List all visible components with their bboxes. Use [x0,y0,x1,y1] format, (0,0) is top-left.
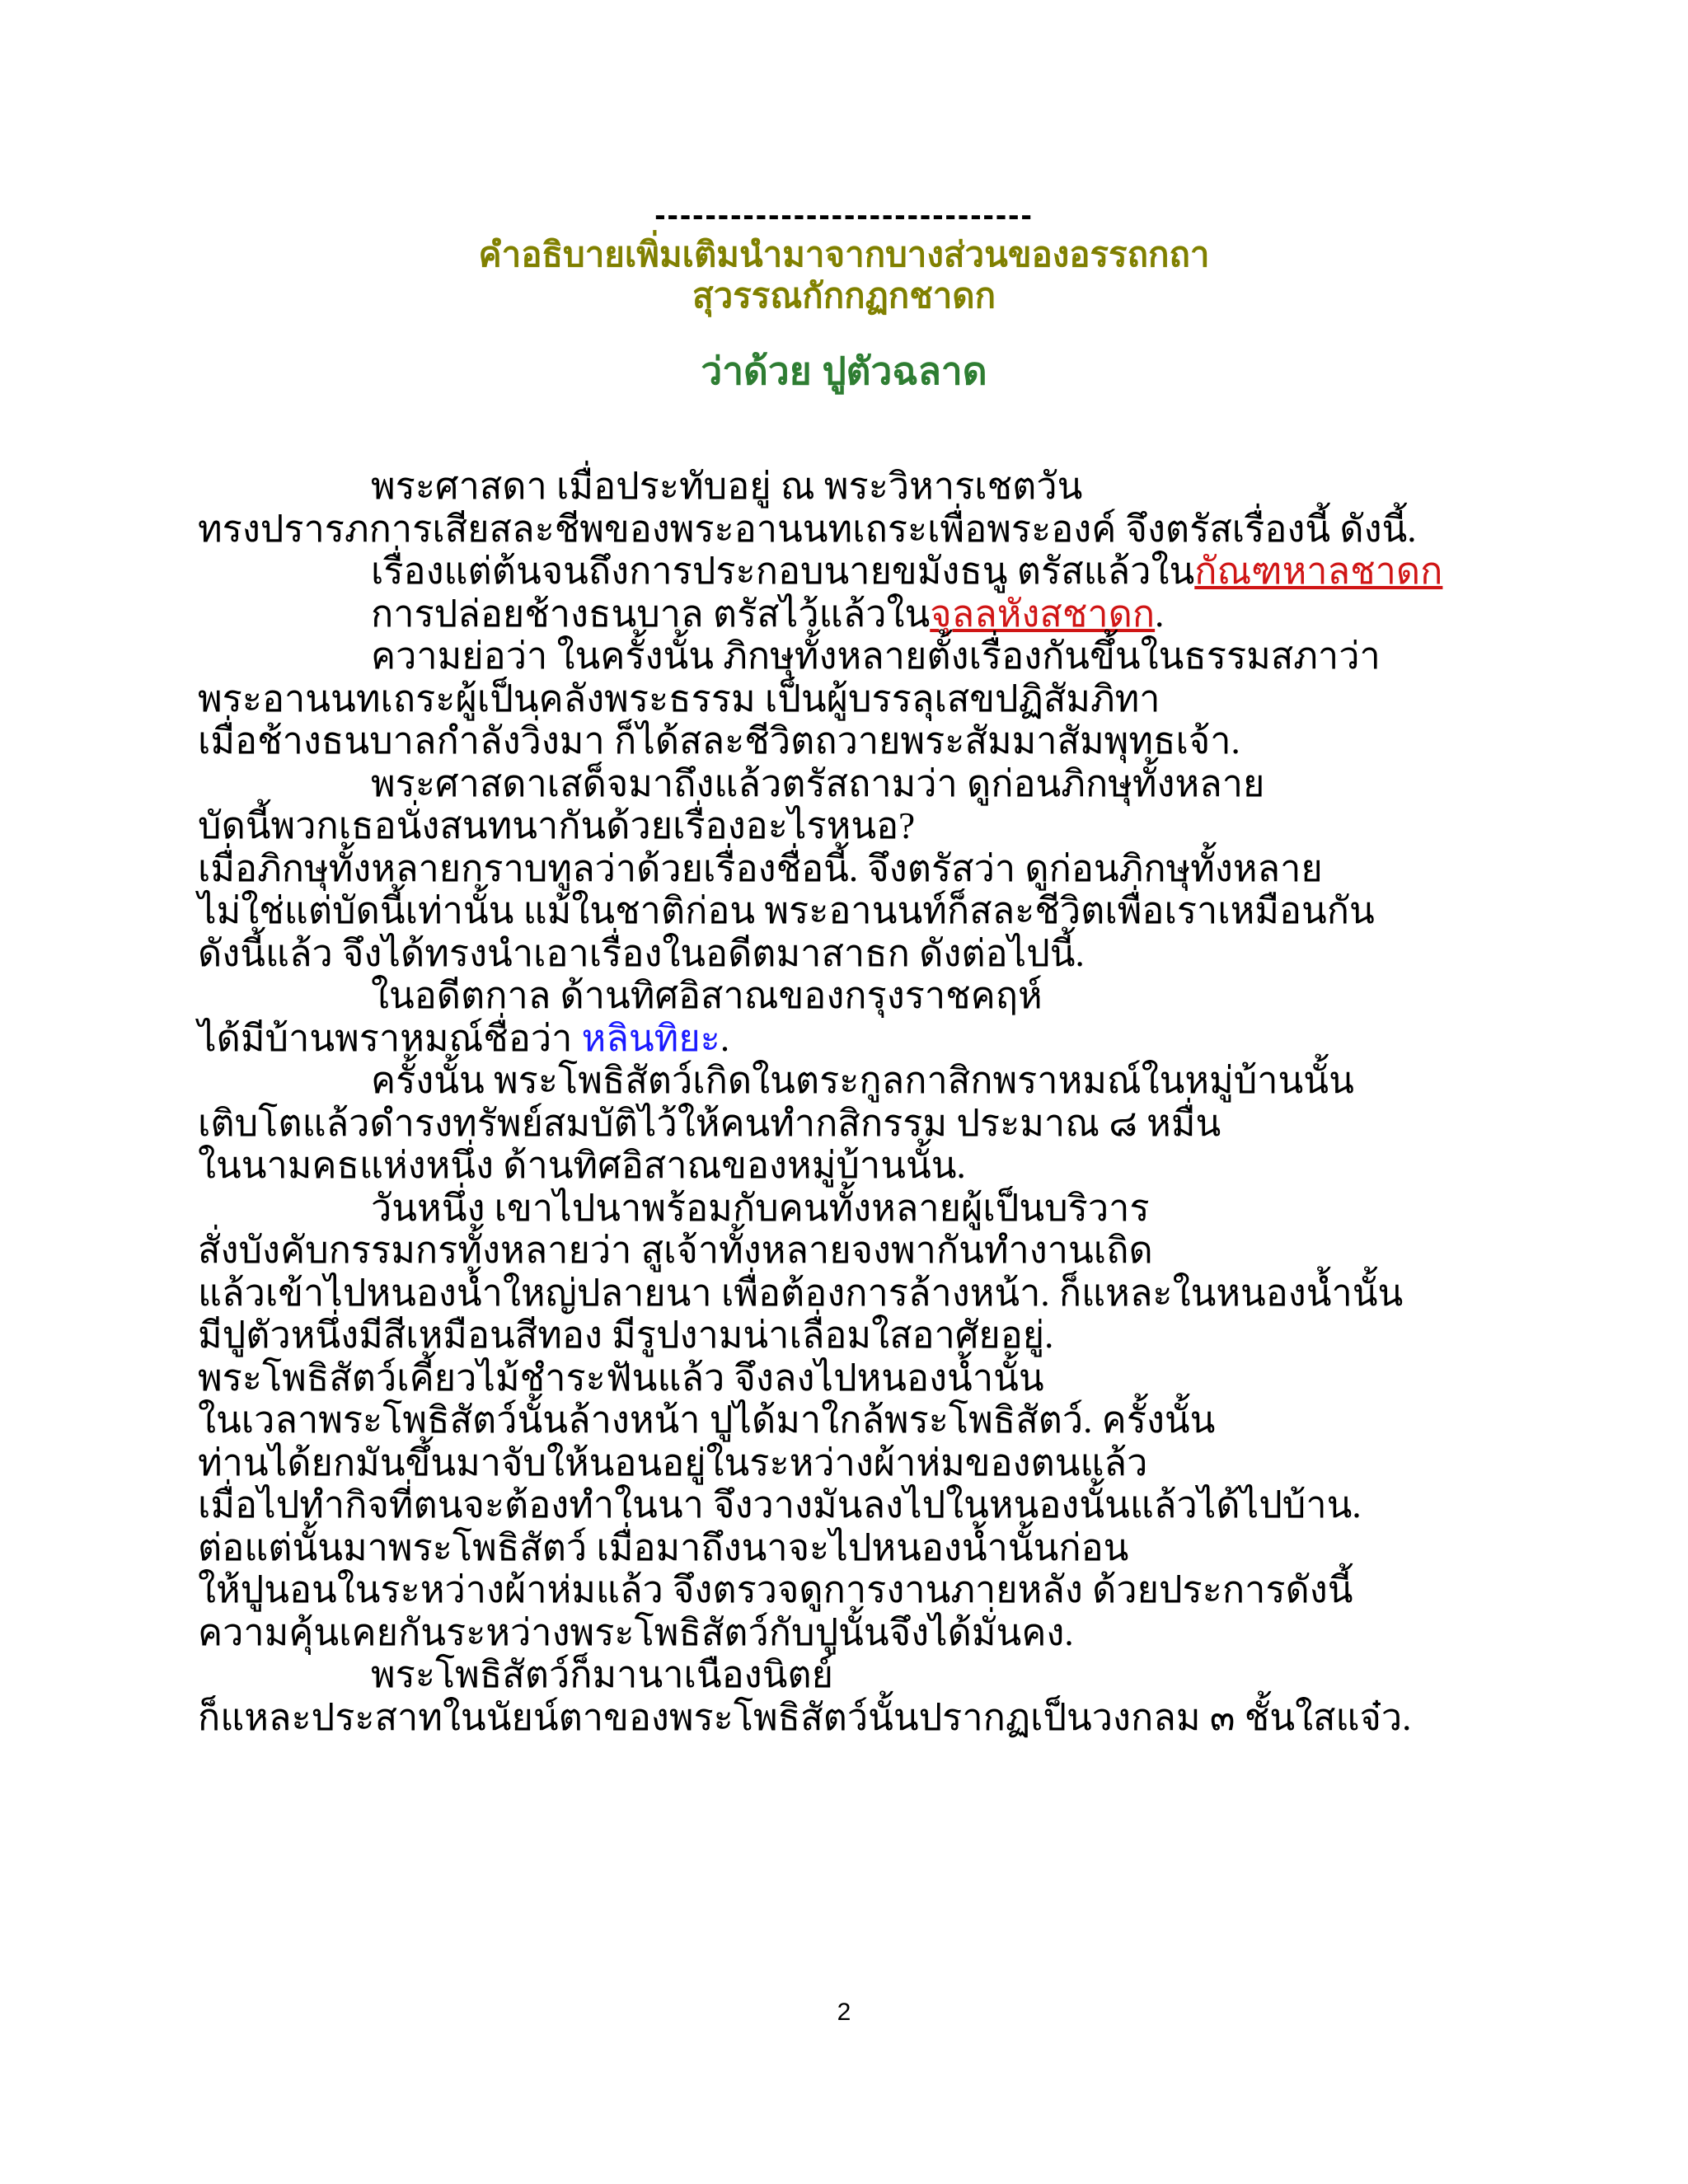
paragraph-line: พระศาสดา เมื่อประทับอยู่ ณ พระวิหารเชตวัน [371,466,1083,507]
paragraph-line: ครั้งนั้น พระโพธิสัตว์เกิดในตระกูลกาสิกพราหมณ์ในหมู่บ้านนั้น [371,1060,1354,1101]
paragraph-line [198,1018,1550,1061]
paragraph-line: ในเวลาพระโพธิสัตว์นั้นล้างหน้า ปูได้มาใกล้พระโพธิสัตว์. ครั้งนั้น [198,1399,1216,1441]
paragraph-line: ในอดีตกาล ด้านทิศอิสาณของกรุงราชคฤห์ [371,975,1043,1016]
village-name: หลินทิยะ [581,1017,720,1059]
paragraph-line: แล้วเข้าไปหนองน้ำใหญ่ปลายนา เพื่อต้องการล้างหน้า. ก็แหละในหนองน้ำนั้น [198,1272,1404,1314]
line-text: . [720,1017,730,1059]
line-text: การปล่อยช้างธนบาล ตรัสไว้แล้วใน [371,593,931,635]
jataka-link[interactable]: กัณฑหาลชาดก [1194,551,1443,592]
paragraph-line: เมื่อภิกษุทั้งหลายกราบทูลว่าด้วยเรื่องชื่อนี้. จึงตรัสว่า ดูก่อนภิกษุทั้งหลาย [198,847,1323,889]
paragraph-line [198,551,1550,593]
paragraph-line: มีปูตัวหนึ่งมีสีเหมือนสีทอง มีรูปงามน่าเลื่อมใสอาศัยอยู่. [198,1315,1054,1356]
section-subtitle: ว่าด้วย ปูตัวฉลาด [701,349,987,392]
separator-line: ------------------------------ [654,197,1034,233]
line-text: . [1155,593,1165,635]
paragraph-line: เมื่อช้างธนบาลกำลังวิ่งมา ก็ได้สละชีวิตถวายพระสัมมาสัมพุทธเจ้า. [198,720,1240,762]
body-text [198,466,1550,1739]
paragraph-line: พระโพธิสัตว์เคี้ยวไม้ชำระฟันแล้ว จึงลงไปหนองน้ำนั้น [198,1357,1044,1399]
paragraph-line: พระศาสดาเสด็จมาถึงแล้วตรัสถามว่า ดูก่อนภิกษุทั้งหลาย [371,762,1265,804]
paragraph-line [198,593,1550,636]
paragraph-line: วันหนึ่ง เขาไปนาพร้อมกับคนทั้งหลายผู้เป็นบริวาร [371,1187,1150,1229]
page-header [0,196,1688,394]
paragraph-line: เมื่อไปทำกิจที่ตนจะต้องทำในนา จึงวางมันลงไปในหนองนั้นแล้วได้ไปบ้าน. [198,1484,1362,1526]
paragraph-line: ต่อแต่นั้นมาพระโพธิสัตว์ เมื่อมาถึงนาจะไปหนองน้ำนั้นก่อน [198,1526,1129,1568]
paragraph-line: ไม่ใช่แต่บัดนี้เท่านั้น แม้ในชาติก่อน พระอานนท์ก็สละชีวิตเพื่อเราเหมือนกัน [198,890,1375,931]
line-text: เรื่องแต่ต้นจนถึงการประกอบนายขมังธนู ตรัสแล้วใน [371,551,1195,592]
paragraph-line: ก็แหละประสาทในนัยน์ตาของพระโพธิสัตว์นั้นปรากฏเป็นวงกลม ๓ ชั้นใสแจ๋ว. [198,1696,1412,1738]
paragraph-line: บัดนี้พวกเธอนั่งสนทนากันด้วยเรื่องอะไรหนอ? [198,805,916,846]
paragraph-line: ความย่อว่า ในครั้งนั้น ภิกษุทั้งหลายตั้งเรื่องกันขึ้นในธรรมสภาว่า [371,635,1381,677]
jataka-link[interactable]: จุลลหังสชาดก [930,593,1156,635]
paragraph-line: ดังนี้แล้ว จึงได้ทรงนำเอาเรื่องในอดีตมาสาธก ดังต่อไปนี้. [198,932,1085,974]
title-line-1: คำอธิบายเพิ่มเติมนำมาจากบางส่วนของอรรถกถา [478,235,1210,274]
paragraph-line: เติบโตแล้วดำรงทรัพย์สมบัติไว้ให้คนทำกสิกรรม ประมาณ ๘ หมื่น [198,1102,1221,1144]
paragraph-line: ให้ปูนอนในระหว่างผ้าห่มแล้ว จึงตรวจดูการงานภายหลัง ด้วยประการดังนี้ [198,1569,1353,1610]
paragraph-line: ในนามคธแห่งหนึ่ง ด้านทิศอิสาณของหมู่บ้านนั้น. [198,1145,966,1186]
paragraph-line: ความคุ้นเคยกันระหว่างพระโพธิสัตว์กับปูนั้นจึงได้มั่นคง. [198,1611,1074,1653]
line-text: ได้มีบ้านพราหมณ์ชื่อว่า [198,1017,582,1059]
paragraph-line: พระอานนทเถระผู้เป็นคลังพระธรรม เป็นผู้บรรลุเสขปฏิสัมภิทา [198,677,1160,719]
paragraph-line: ท่านได้ยกมันขึ้นมาจับให้นอนอยู่ในระหว่างผ้าห่มของตนแล้ว [198,1441,1148,1483]
page-number: 2 [837,1999,851,2026]
paragraph-line: พระโพธิสัตว์ก็มานาเนืองนิตย์ [371,1654,833,1695]
title-line-2: สุวรรณกักกฏกชาดก [692,276,996,315]
paragraph-line: ทรงปรารภการเสียสละชีพของพระอานนทเถระเพื่อพระองค์ จึงตรัสเรื่องนี้ ดังนี้. [198,508,1417,550]
paragraph-line: สั่งบังคับกรรมกรทั้งหลายว่า สูเจ้าทั้งหลายจงพากันทำงานเถิด [198,1230,1153,1271]
